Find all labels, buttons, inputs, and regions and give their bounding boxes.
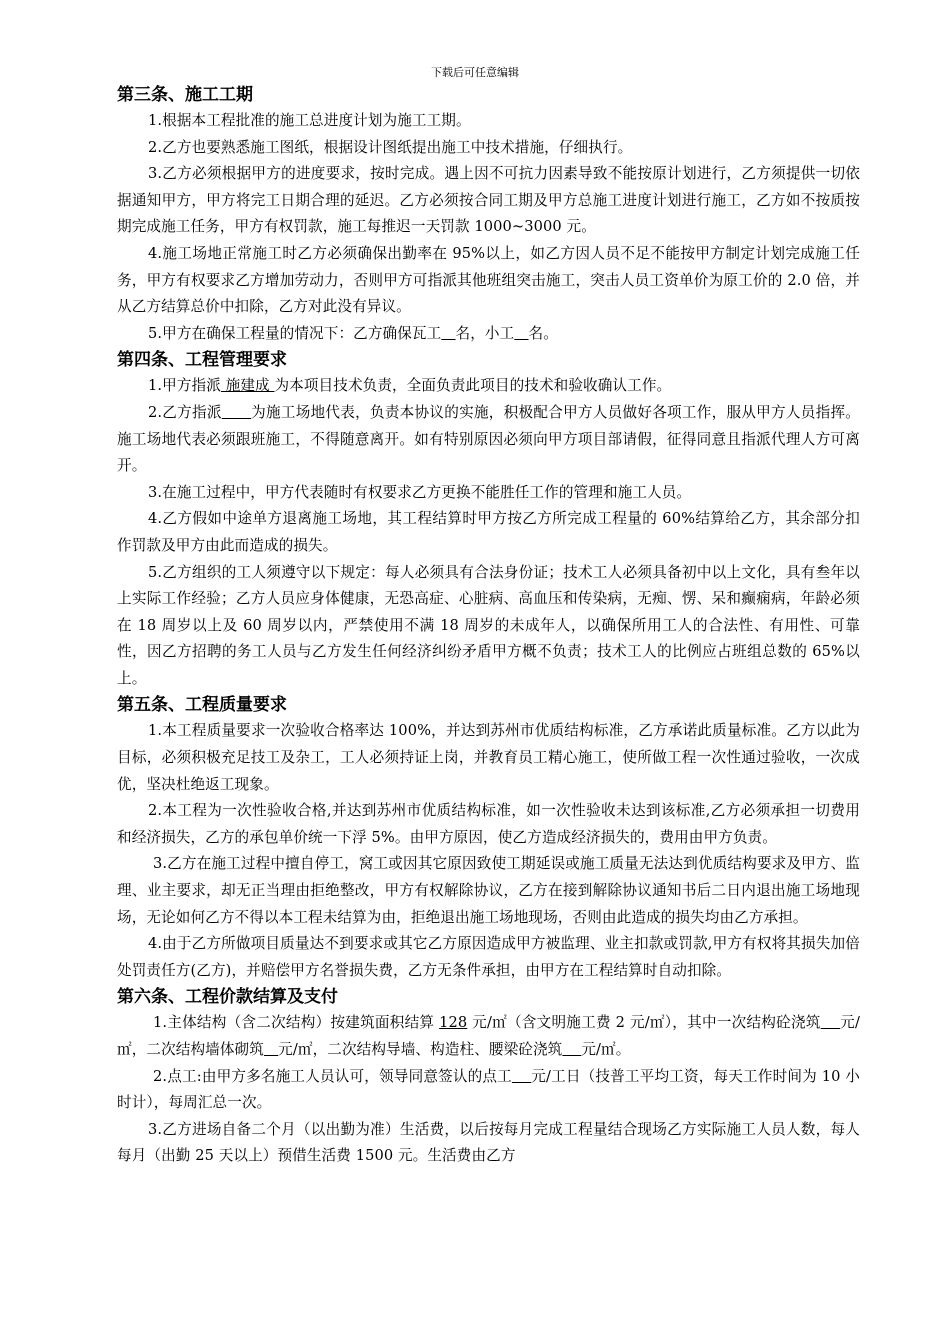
clause-paragraph [117,1064,860,1117]
fill-in-blank [512,1068,531,1085]
clause-text: 4.施工场地正常施工时乙方必须确保出勤率在 95%以上，如乙方因人员不足不能按甲方制定计划完成施工任务，甲方有权要求乙方增加劳动力，否则甲方可指派其他班组突击施工，突击人员工资单价为原工价的 2.0 倍，并从乙方结算总价中扣除，乙方对此没有异议。 [117,244,860,316]
clause-paragraph [117,161,860,241]
clause-paragraph [117,718,860,798]
clause-text: 名，小工 [455,324,515,342]
clause-text: 5.甲方在确保工程量的情况下：乙方确保瓦工 [148,324,442,342]
section-heading: 第四条、工程管理要求 [117,350,287,371]
clause-text: 1.主体结构（含二次结构）按建筑面积结算 [153,1014,440,1032]
clause-text: 元/㎡（含文明施工费 2 元/㎡），其中一次结构砼浇筑 [467,1014,821,1032]
section-heading: 第六条、工程价款结算及支付 [117,987,338,1008]
clause-text: 3.乙方进场自备二个月（以出勤为准）生活费，以后按每月完成工程量结合现场乙方实际施工人员人数，每人每月（出勤 25 天以上）预借生活费 1500 元。生活费由乙方 [117,1120,860,1165]
clause-text: 1.甲方指派 [148,377,221,395]
clause-paragraph [117,1117,860,1170]
clause-text: 元/㎡，二次结构导墙、构造柱、腰梁砼浇筑 [278,1041,563,1058]
clause-text: 4.乙方假如中途单方退离施工场地，其工程结算时甲方按乙方所完成工程量的 60%结算给乙方，其余部分扣作罚款及甲方由此而造成的损失。 [117,510,860,554]
page-header: 下载后可任意编辑 [431,66,519,79]
clause-text: 2.乙方指派 [148,403,222,421]
clause-text: 2.乙方也要熟悉施工图纸，根据设计图纸提出施工中技术措施，仔细执行。 [148,138,633,156]
fill-in-blank [562,1041,581,1058]
clause-text: 3.在施工过程中，甲方代表随时有权要求乙方更换不能胜任工作的管理和施工人员。 [148,483,692,501]
fill-in-blank: 施建成 [220,377,275,395]
fill-in-blank: 128 [439,1014,468,1032]
clause-paragraph [117,108,860,135]
clause-paragraph [117,1010,860,1063]
clause-paragraph [117,851,860,931]
clause-text: 名。 [528,324,558,342]
section-heading: 第五条、工程质量要求 [117,695,287,716]
clause-paragraph [117,400,860,480]
document-body [117,82,860,1170]
clause-text: 3.乙方在施工过程中擅自停工，窝工或因其它原因致使工期延误或施工质量无法达到优质结构要求及甲方、监理、业主要求，却无正当理由拒绝整改，甲方有权解除协议，乙方在接到解除协议通知书后二日内退出施工场地现场，无论如何乙方不得以本工程未结算为由，拒绝退出施工场地现场，否则由此造成的损失均由乙方承担。 [117,855,860,926]
clause-text: 1.根据本工程批准的施工总进度计划为施工工期。 [148,112,471,129]
section-heading: 第三条、施工工期 [117,85,253,105]
clause-paragraph [117,135,860,162]
fill-in-blank [222,404,251,421]
clause-text: 5.乙方组织的工人须遵守以下规定：每人必须具有合法身份证；技术工人必须具备初中以上文化，具有叁年以上实际工作经验；乙方人员应身体健康，无恐高症、心脏病、高血压和传染病，无痴、愣、呆和癫痫病，年龄必须在 18 周岁以上及 60 周岁以内，严禁使用不满 18 周岁的未成年人，以确保所用工人的合法性、有用性、可靠性，因乙方招聘的务工人员与乙方发生任何经济纠纷矛盾甲方概不负责；技术工人的比例应占班组总数的 65%以上。 [117,563,860,687]
clause-text: 为施工场地代表，负责本协议的实施，积极配合甲方人员做好各项工作，服从甲方人员指挥。施工场地代表必须跟班施工，不得随意离开。如有特别原因必须向甲方项目部请假，征得同意且指派代理人方可离开。 [117,403,861,475]
clause-text: 2.点工:由甲方多名施工人员认可，领导同意签认的点工 [153,1067,512,1085]
clause-paragraph [117,506,860,559]
clause-paragraph [117,373,860,400]
clause-text: 1.本工程质量要求一次验收合格率达 100%，并达到苏州市优质结构标准，乙方承诺此质量标准。乙方以此为目标，必须积极充足技工及杂工，工人必须持证上岗，并教育员工精心施工，使所做工程一次性通过验收，一次成优，坚决杜绝返工现象。 [117,722,860,793]
clause-paragraph [117,321,860,348]
clause-paragraph [117,480,860,507]
fill-in-blank [514,325,528,342]
clause-text: 3.乙方必须根据甲方的进度要求，按时完成。遇上因不可抗力因素导致不能按原计划进行，乙方须提供一切依据通知甲方，甲方将完工日期合理的延迟。乙方必须按合同工期及甲方总施工进度计划进行施工，乙方如不按质按期完成施工任务，甲方有权罚款，施工每推迟一天罚款 1000~3000 元。 [117,165,860,236]
fill-in-blank [264,1041,278,1058]
fill-in-blank [441,325,455,342]
clause-paragraph [117,560,860,693]
clause-text: 元/㎡，二次结构墙体砌筑 [117,1014,860,1058]
clause-paragraph [117,931,860,984]
clause-paragraph [117,241,860,321]
clause-paragraph [117,798,860,851]
clause-text: 元/㎡。 [581,1041,631,1058]
fill-in-blank [821,1014,841,1031]
clause-text: 为本项目技术负责，全面负责此项目的技术和验收确认工作。 [274,377,672,395]
clause-text: 元/工日（技普工平均工资，每天工作时间为 10 小时计），每周汇总一次。 [117,1067,860,1112]
clause-text: 4.由于乙方所做项目质量达不到要求或其它乙方原因造成甲方被监理、业主扣款或罚款,甲方有权将其损失加倍处罚责任方(乙方)，并赔偿甲方名誉损失费，乙方无条件承担，由甲方在工程结算时自动扣除。 [117,935,860,979]
clause-text: 2.本工程为一次性验收合格,并达到苏州市优质结构标准，如一次性验收未达到该标准,乙方必须承担一切费用和经济损失，乙方的承包单价统一下浮 5%。由甲方原因，使乙方造成经济损失的，费用由甲方负责。 [117,802,860,846]
